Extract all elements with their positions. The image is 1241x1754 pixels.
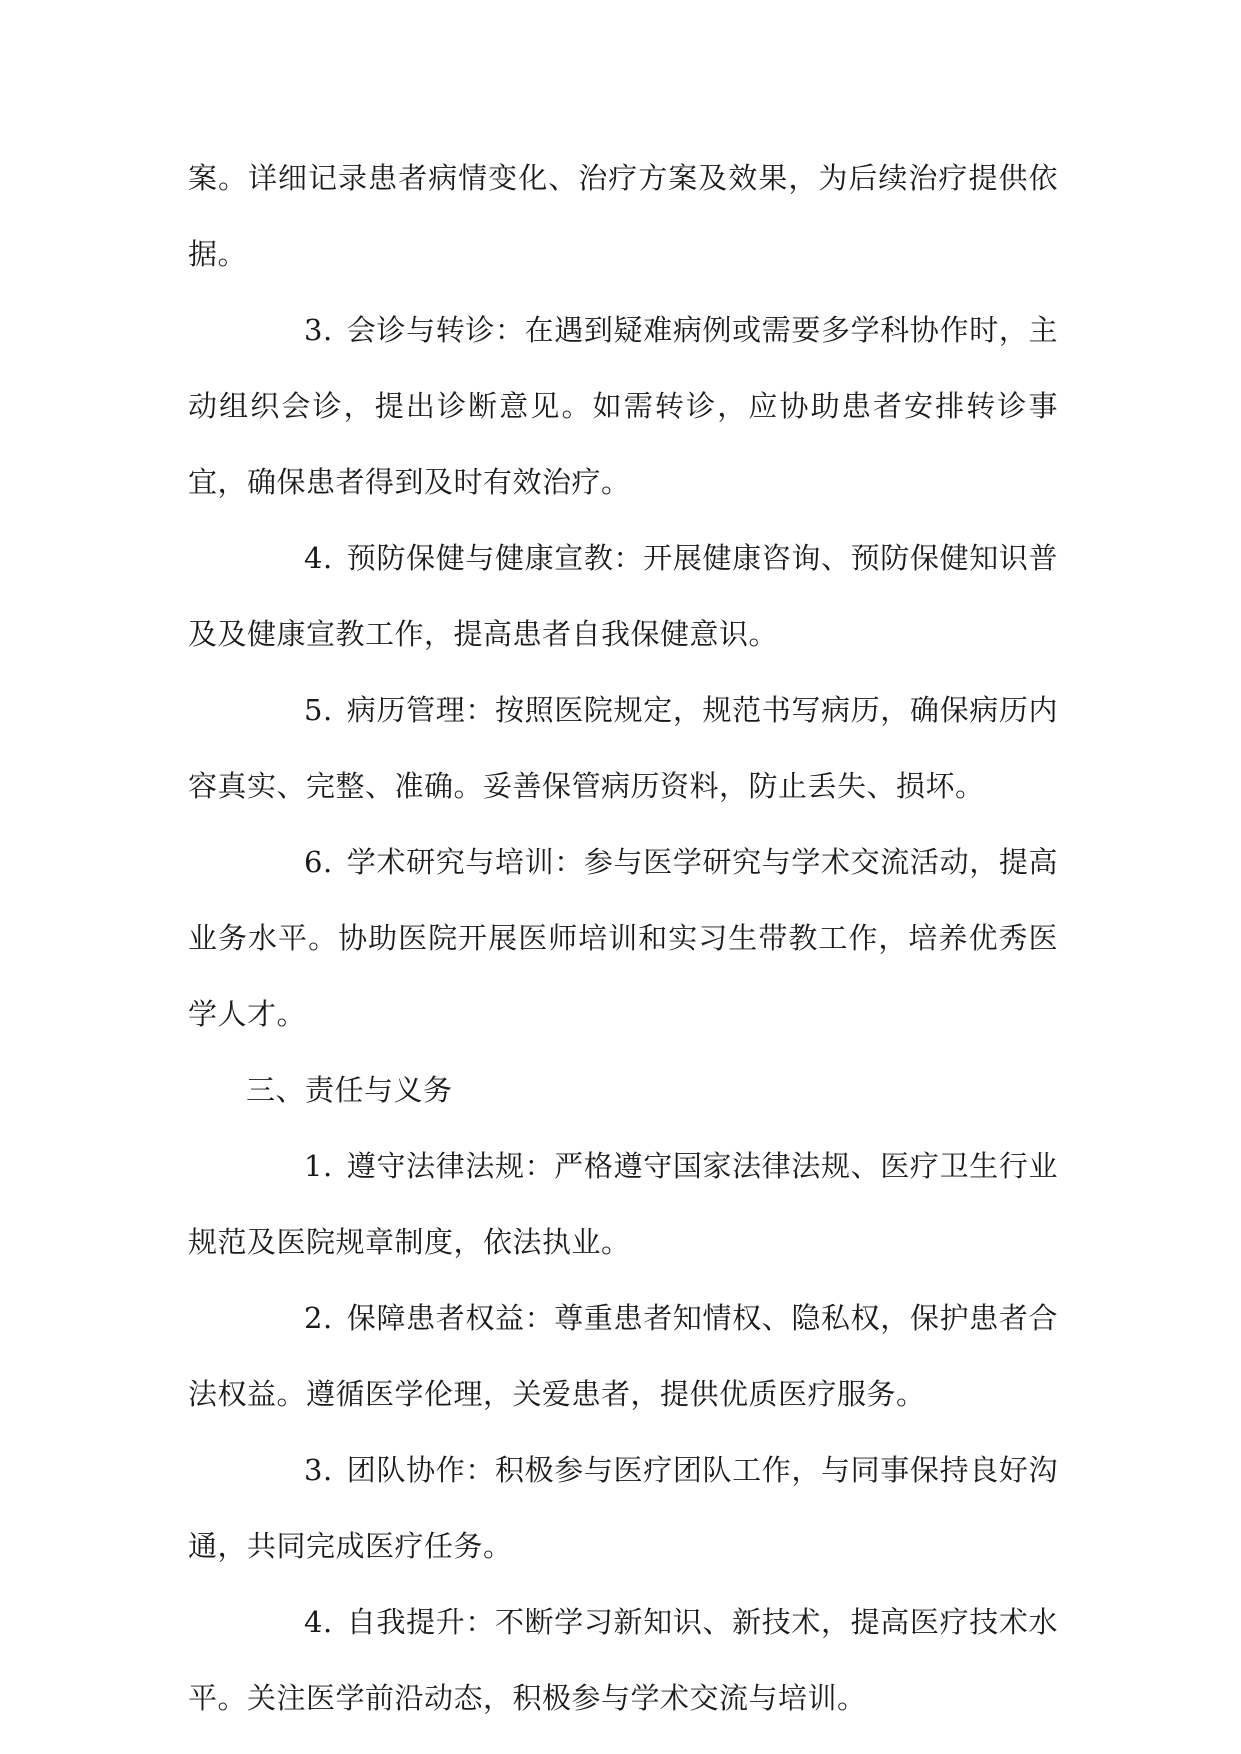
section-heading-responsibilities [188,1052,1058,1128]
paragraph-health-education [188,520,1058,672]
item-number: 4. [304,541,333,575]
item-number: 3. [304,313,333,347]
section-heading-text: 三、责任与义务 [246,1073,453,1107]
item-number: 5. [304,693,333,727]
document-body [188,140,1058,1736]
item-number: 4. [304,1605,333,1639]
paragraph-patient-rights [188,1280,1058,1432]
item-number: 6. [304,845,333,879]
paragraph-text: 学术研究与培训：参与医学研究与学术交流活动，提高业务水平。协助医院开展医师培训和实习生带教工作，培养优秀医学人才。 [188,845,1058,1031]
item-number: 1. [304,1149,333,1183]
paragraph-text: 保障患者权益：尊重患者知情权、隐私权，保护患者合法权益。遵循医学伦理，关爱患者，提供优质医疗服务。 [188,1301,1058,1411]
paragraph-text: 病历管理：按照医院规定，规范书写病历，确保病历内容真实、完整、准确。妥善保管病历资料，防止丢失、损坏。 [188,693,1058,803]
item-number: 2. [304,1301,333,1335]
paragraph-text: 会诊与转诊：在遇到疑难病例或需要多学科协作时，主动组织会诊，提出诊断意见。如需转诊，应协助患者安排转诊事宜，确保患者得到及时有效治疗。 [188,313,1058,499]
item-number: 3. [304,1453,333,1487]
paragraph-text: 自我提升：不断学习新知识、新技术，提高医疗技术水平。关注医学前沿动态，积极参与学术交流与培训。 [188,1605,1058,1715]
paragraph-teamwork [188,1432,1058,1584]
paragraph-consultation-referral [188,292,1058,520]
paragraph-medical-records [188,672,1058,824]
paragraph-laws-regulations [188,1128,1058,1280]
paragraph-continuation [188,140,1058,292]
paragraph-text: 案。详细记录患者病情变化、治疗方案及效果，为后续治疗提供依据。 [188,161,1058,271]
paragraph-text: 团队协作：积极参与医疗团队工作，与同事保持良好沟通，共同完成医疗任务。 [188,1453,1058,1563]
paragraph-research-training [188,824,1058,1052]
paragraph-self-improvement [188,1584,1058,1736]
paragraph-text: 遵守法律法规：严格遵守国家法律法规、医疗卫生行业规范及医院规章制度，依法执业。 [188,1149,1058,1259]
paragraph-text: 预防保健与健康宣教：开展健康咨询、预防保健知识普及及健康宣教工作，提高患者自我保健意识。 [188,541,1058,651]
